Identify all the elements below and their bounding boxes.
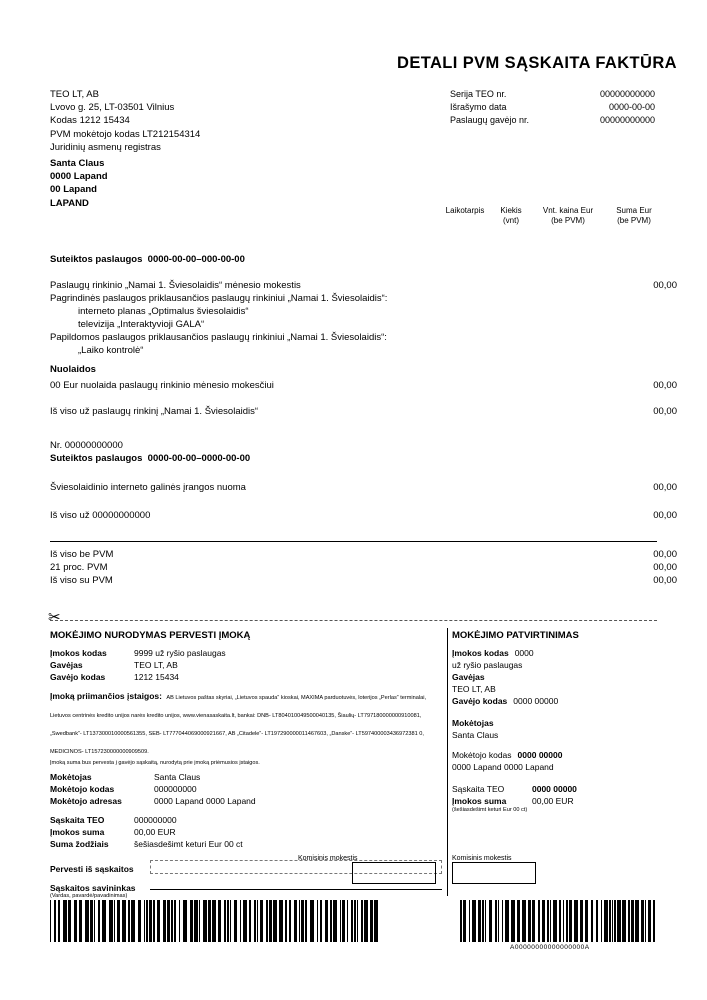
payment-order-row (50, 795, 442, 807)
section1-subtotal-amount: 00,00 (653, 406, 677, 417)
payment-order-row (50, 814, 442, 826)
section1-line (50, 293, 387, 306)
seller-code: Kodas 1212 15434 (50, 115, 130, 127)
row-value: 000000000 (154, 784, 197, 795)
row-value: 00,00 EUR (134, 827, 176, 838)
payment-order-row (50, 838, 442, 850)
confirm-payer-title (452, 717, 657, 729)
invoice-meta (450, 88, 655, 127)
account-owner-input[interactable] (150, 889, 442, 890)
row-key: Mokėtojo kodas (452, 750, 512, 760)
row-key: Gavėjas (50, 660, 83, 670)
meta-value: 0000-00-00 (608, 102, 655, 112)
section1-line (78, 306, 249, 319)
column-header-sum-label: Suma Eur (616, 206, 652, 215)
commission-left-input[interactable] (352, 862, 436, 884)
discount-line-amount: 00,00 (653, 380, 677, 391)
confirm-row (452, 659, 657, 671)
discount-heading: Nuolaidos (50, 364, 96, 375)
total-label: Iš viso be PVM (50, 549, 114, 560)
total-amount: 00,00 (653, 575, 677, 586)
row-value: už ryšio paslaugas (452, 660, 523, 670)
seller-address: Lvovo g. 25, LT-03501 Vilnius (50, 102, 175, 114)
institutions-note: Įmoką suma bus pervesta į gavėjo sąskaitą, nurodytą prie įmoką priėmusios įstaigos. (50, 760, 260, 766)
section2-number: Nr. 00000000000 (50, 440, 123, 451)
row-key: Gavėjas (452, 672, 485, 682)
row-value: 0000 00000 (513, 696, 559, 706)
section2-subtotal-label: Iš viso už 00000000000 (50, 510, 151, 521)
section2-line-amount: 00,00 (653, 482, 677, 493)
column-header-sum-sub: (be PVM) (617, 216, 651, 225)
section2-heading-period: 0000-00-00–0000-00-00 (147, 453, 251, 464)
row-value: Santa Claus (452, 730, 499, 740)
section1-line-text: Papildomos paslaugos priklausančios paslaugų rinkiniui „Namai 1. Šviesolaidis“: (50, 332, 387, 343)
cut-line (50, 620, 657, 621)
meta-label: Serija TEO nr. (450, 89, 507, 99)
row-key: Įmokos kodas (50, 648, 107, 658)
barcode-right-label: A00000000000000000A (510, 944, 590, 951)
confirm-sum-words: (šešiasdešimt keturi Eur 00 ct) (452, 807, 528, 813)
payment-order-row (50, 647, 442, 659)
section1-line-text: interneto planas „Optimalus šviesolaidis“ (78, 306, 249, 317)
section1-line (78, 319, 204, 332)
row-value: Santa Claus (154, 772, 201, 783)
discount-line: 00 Eur nuolaida paslaugų rinkinio mėnesio mokesčiui (50, 380, 274, 391)
row-key: Įmokos kodas (452, 648, 509, 658)
institutions-key: Įmoką priimančios įstaigos: (50, 691, 162, 701)
column-header-unit-price-sub: (be PVM) (551, 216, 585, 225)
section2-heading (50, 453, 250, 466)
payment-confirm-panel (452, 630, 657, 813)
section1-line-amount: 00,00 (653, 280, 677, 291)
buyer-line2: 00 Lapand (50, 184, 97, 196)
payment-order-row (50, 783, 442, 795)
section1-line (78, 345, 143, 358)
column-header-sum (606, 206, 662, 226)
confirm-row (452, 671, 657, 683)
confirm-payer-code (452, 749, 657, 761)
institutions-text: AB Lietuvos paštas skyriai, „Lietuvos spauda“ kioskai, MAXIMA parduotuvės, loterijos „Perlas“ terminalai, Lietuvos centrinės kredito unijos narės kredito unijos, www.vienasaskaita.lt, bankai: DNB- LT804010049500040135, Šiaulių- LT797180000000910081, „Swedbank“- LT137300010000561355, SEB- LT777044069000921667, AB „Citadele“- LT197290000011467603, „Danske“- LT597400003436972381 0, MEDICINOS- LT157230000000909509. (50, 695, 427, 755)
row-value: 0000 Lapand 0000 Lapand (154, 796, 256, 807)
confirm-payer-address (452, 761, 657, 773)
row-key: Gavėjo kodas (50, 672, 106, 682)
account-owner-label: Sąskaitos savininkas (50, 883, 136, 894)
row-value: 9999 už ryšio paslaugas (134, 648, 226, 658)
meta-value: 00000000000 (599, 89, 655, 99)
confirm-sum (452, 795, 657, 807)
column-header-unit-price-label: Vnt. kaina Eur (542, 206, 594, 215)
payment-order-title: MOKĖJIMO NURODYMAS PERVESTI ĮMOKĄ (50, 630, 251, 641)
confirm-payer-name (452, 729, 657, 741)
section1-line (50, 332, 387, 345)
buyer-name: Santa Claus (50, 158, 105, 169)
total-label: 21 proc. PVM (50, 562, 108, 573)
payment-order-row (50, 659, 442, 671)
barcode-right (460, 900, 656, 942)
account-owner-sub: (Vardas, pavardė/pavadinimas) (50, 893, 128, 900)
institutions-block (50, 686, 442, 758)
section1-subtotal-label: Iš viso už paslaugų rinkinį „Namai 1. Šviesolaidis“ (50, 406, 259, 417)
section1-line-text: „Laiko kontrolė“ (78, 345, 144, 356)
seller-block (50, 88, 200, 154)
row-key: Mokėtojas (50, 772, 92, 783)
meta-label: Išrašymo data (450, 102, 507, 112)
seller-register: Juridinių asmenų registras (50, 141, 161, 153)
confirm-row (452, 695, 657, 707)
row-value: TEO LT, AB (134, 660, 178, 670)
panel-divider (447, 628, 448, 896)
confirm-row (452, 647, 657, 659)
row-key: Suma žodžiais (50, 839, 109, 850)
row-value: šešiasdešimt keturi Eur 00 ct (134, 839, 243, 850)
section1-line-text: televizija „Interaktyvioji GALA“ (78, 319, 205, 330)
seller-vat: PVM mokėtojo kodas LT212154314 (50, 128, 201, 140)
column-header-qty (492, 206, 530, 226)
section1-heading-period: 0000-00-00–000-00-00 (147, 254, 245, 265)
confirm-account (452, 783, 657, 795)
section1-line-text: Pagrindinės paslaugos priklausančios paslaugų rinkiniui „Namai 1. Šviesolaidis“: (50, 293, 388, 304)
section2-line: Šviesolaidinio interneto galinės įrangos nuoma (50, 482, 246, 493)
column-header-qty-label: Kiekis (500, 206, 522, 215)
section1-heading-label: Suteiktos paslaugos (50, 254, 143, 265)
totals-divider (50, 541, 657, 542)
row-key: Gavėjo kodas (452, 696, 508, 706)
account-owner-field[interactable] (50, 883, 442, 899)
section1-line-text: Paslaugų rinkinio „Namai 1. Šviesolaidis“ mėnesio mokestis (50, 280, 301, 291)
row-value: 0000 00000 (517, 750, 563, 760)
meta-row (450, 114, 655, 127)
total-label: Iš viso su PVM (50, 575, 113, 586)
commission-right-label: Komisinis mokestis (452, 855, 512, 862)
meta-row (450, 101, 655, 114)
column-header-unit-price (532, 206, 604, 226)
row-value: 0000 Lapand 0000 Lapand (452, 762, 554, 772)
commission-right-input[interactable] (452, 862, 536, 884)
row-value: 000000000 (134, 815, 177, 826)
scissors-icon: ✂ (48, 609, 61, 626)
section1-line (50, 280, 301, 293)
row-key: Sąskaita TEO (452, 784, 505, 794)
section2-subtotal-amount: 00,00 (653, 510, 677, 521)
row-value: 0000 00000 (532, 784, 577, 794)
section2-heading-label: Suteiktos paslaugos (50, 453, 143, 464)
row-key: Įmokos suma (50, 827, 105, 838)
section1-heading (50, 254, 245, 267)
meta-row (450, 88, 655, 101)
row-key: Mokėtojo kodas (50, 784, 115, 795)
page-title: DETALI PVM SĄSKAITA FAKTŪRA (397, 54, 677, 72)
payment-order-row (50, 826, 442, 838)
buyer-line1: 0000 Lapand (50, 171, 108, 183)
payment-confirm-title: MOKĖJIMO PATVIRTINIMAS (452, 630, 579, 641)
barcode-left (50, 900, 380, 942)
row-key: Mokėtojo adresas (50, 796, 122, 807)
meta-label: Paslaugų gavėjo nr. (450, 115, 530, 125)
total-amount: 00,00 (653, 549, 677, 560)
row-value: 1212 15434 (134, 672, 179, 682)
row-value: TEO LT, AB (452, 684, 496, 694)
row-value: 00,00 EUR (532, 796, 574, 806)
buyer-block (50, 157, 108, 210)
total-amount: 00,00 (653, 562, 677, 573)
row-key: Sąskaita TEO (50, 815, 105, 826)
row-key: Įmokos suma (452, 796, 507, 806)
commission-left-label: Komisinis mokestis (298, 855, 358, 862)
buyer-line3: LAPAND (50, 197, 89, 209)
row-value: 0000 (514, 648, 534, 658)
payment-order-row (50, 671, 442, 683)
column-header-qty-sub: (vnt) (503, 216, 519, 225)
confirm-row (452, 683, 657, 695)
payment-order-row (50, 771, 442, 783)
seller-name: TEO LT, AB (50, 89, 99, 100)
column-header-period: Laikotarpis (445, 206, 485, 215)
meta-value: 00000000000 (599, 115, 655, 125)
row-key: Mokėtojas (452, 718, 494, 728)
transfer-from-account-label: Pervesti iš sąskaitos (50, 864, 134, 875)
